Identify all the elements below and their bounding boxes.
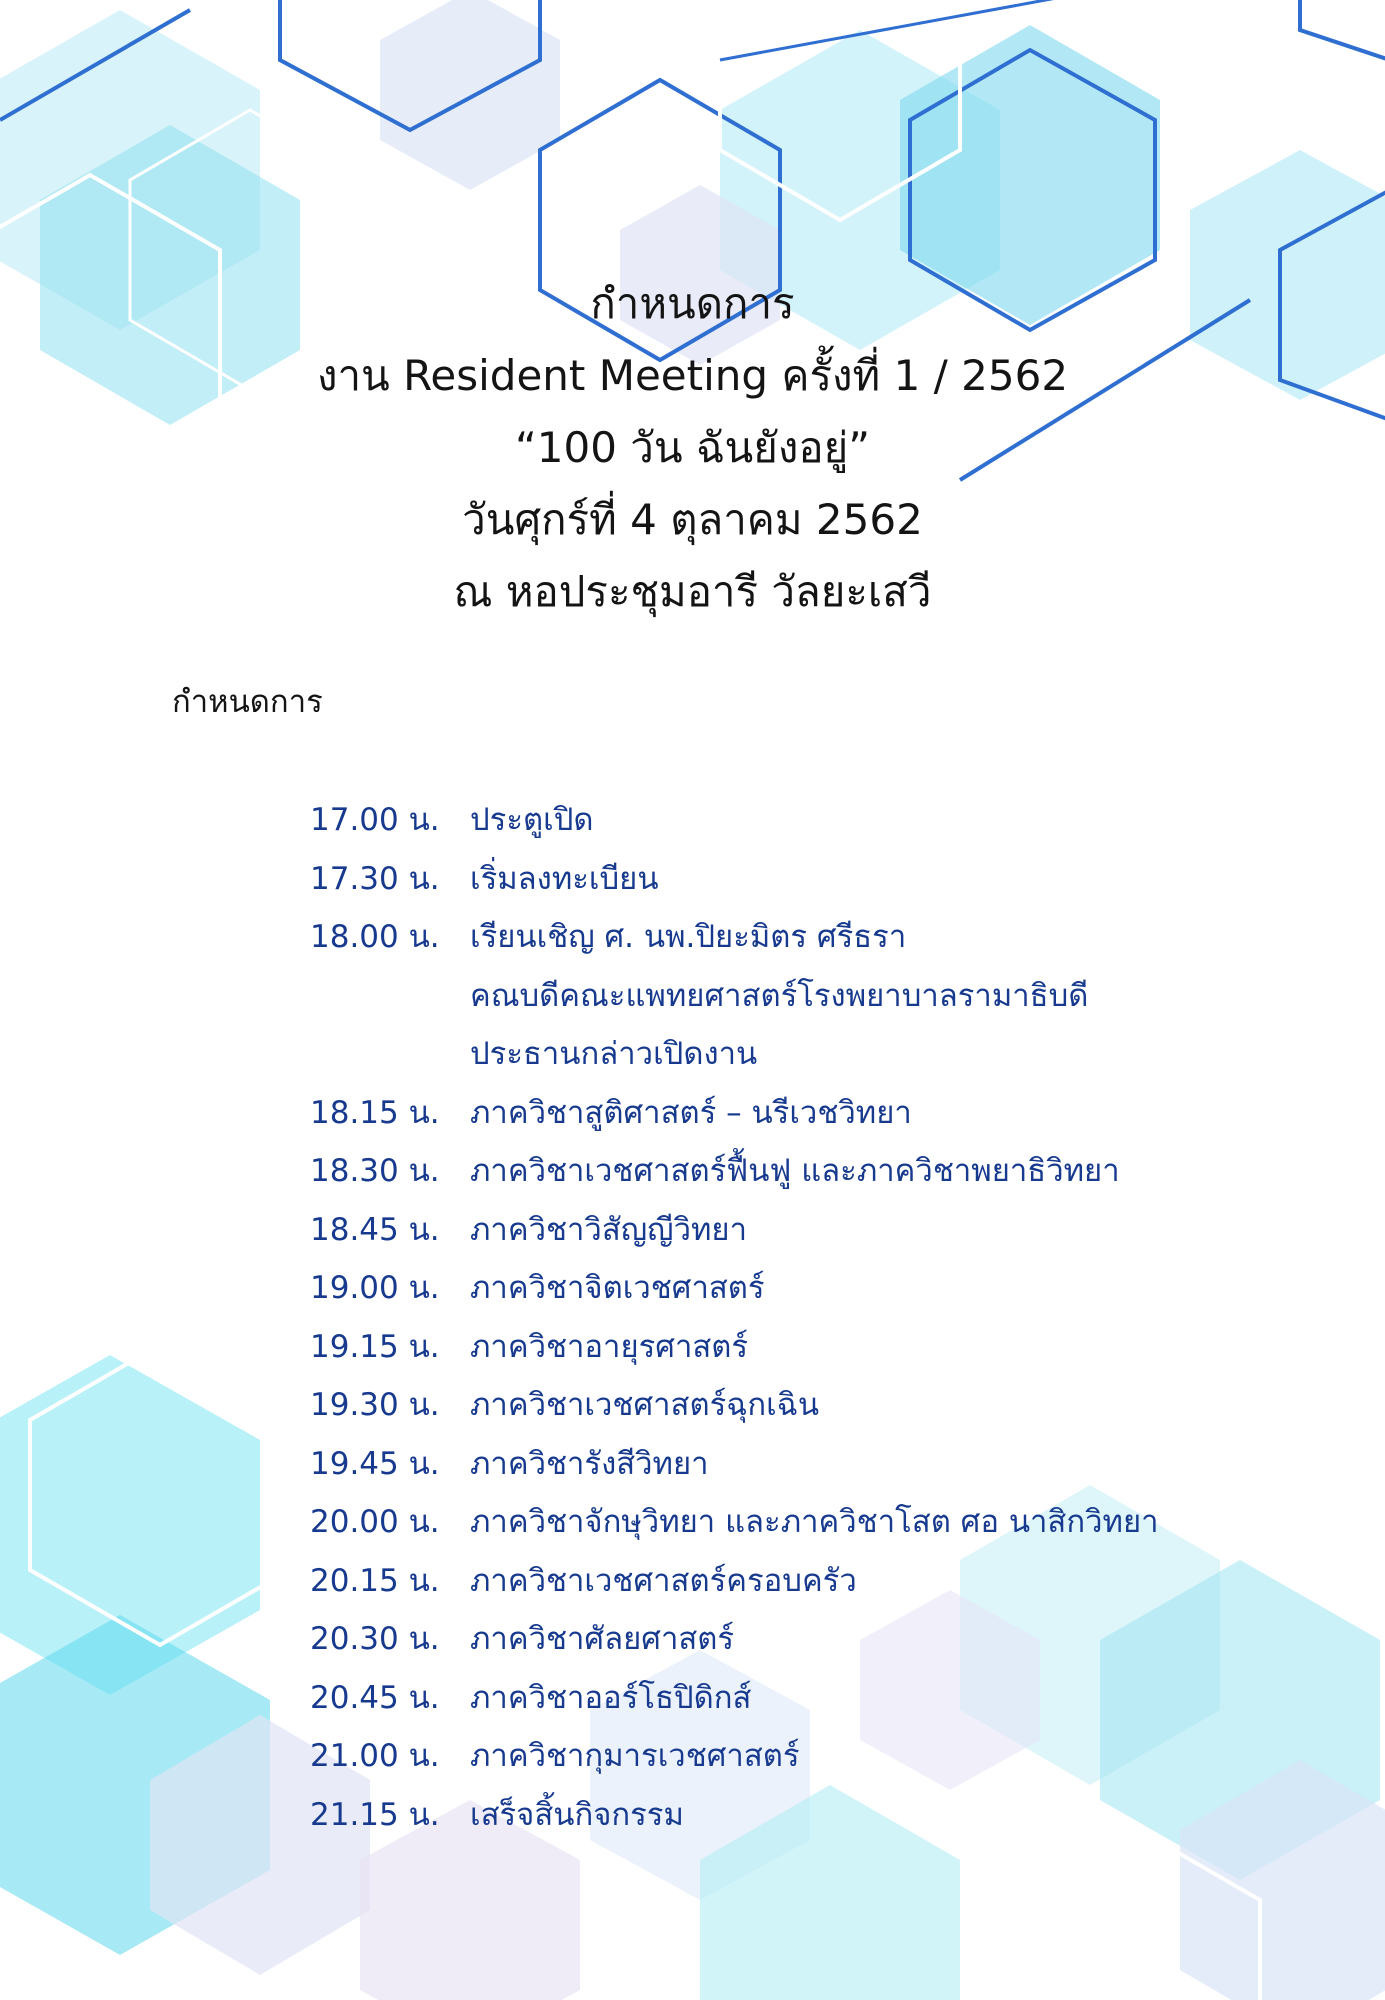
schedule-activity: ภาควิชาวิสัญญีวิทยา bbox=[470, 1211, 748, 1248]
schedule-list bbox=[310, 791, 1310, 1844]
schedule-time: 20.00 น. bbox=[310, 1504, 440, 1540]
title-line-heading: กำหนดการ bbox=[590, 279, 795, 328]
title-line-venue: ณ หอประชุมอารี วัลยะเสวี bbox=[453, 567, 932, 616]
schedule-row bbox=[310, 1610, 1310, 1669]
schedule-activity: เริ่มลงทะเบียน bbox=[470, 860, 659, 897]
schedule-time: 19.30 น. bbox=[310, 1387, 440, 1423]
schedule-activity: ประธานกล่าวเปิดงาน bbox=[470, 1036, 758, 1072]
schedule-time bbox=[310, 1025, 470, 1084]
schedule-row bbox=[310, 1084, 1310, 1143]
schedule-row bbox=[310, 1142, 1310, 1201]
schedule-activity: ภาควิชาอายุรศาสตร์ bbox=[470, 1328, 749, 1365]
schedule-activity: ภาควิชาสูติศาสตร์ – นรีเวชวิทยา bbox=[470, 1094, 912, 1131]
schedule-row bbox=[310, 1318, 1310, 1377]
schedule-activity: ภาควิชาออร์โธปิดิกส์ bbox=[470, 1679, 752, 1716]
schedule-row bbox=[310, 1727, 1310, 1786]
schedule-row bbox=[310, 1669, 1310, 1728]
schedule-activity: ภาควิชาเวชศาสตร์ครอบครัว bbox=[470, 1562, 857, 1599]
schedule-label: กำหนดการ bbox=[172, 684, 323, 720]
schedule-activity: ภาควิชาศัลยศาสตร์ bbox=[470, 1621, 735, 1657]
schedule-activity: คณบดีคณะแพทยศาสตร์โรงพยาบาลรามาธิบดี bbox=[470, 977, 1089, 1014]
schedule-row bbox=[310, 1786, 1310, 1845]
schedule-time bbox=[310, 967, 470, 1026]
schedule-activity: ภาควิชาเวชศาสตร์ฟื้นฟู และภาควิชาพยาธิวิทยา bbox=[470, 1153, 1120, 1189]
title-block bbox=[0, 268, 1385, 628]
schedule-row bbox=[310, 967, 1310, 1026]
schedule-row bbox=[310, 1435, 1310, 1494]
schedule-time: 18.00 น. bbox=[310, 919, 440, 955]
schedule-time: 20.15 น. bbox=[310, 1562, 440, 1599]
schedule-time: 17.30 น. bbox=[310, 860, 440, 897]
schedule-time: 19.45 น. bbox=[310, 1445, 440, 1482]
title-line-event: งาน Resident Meeting ครั้งที่ 1 / 2562 bbox=[316, 351, 1069, 400]
schedule-time: 18.30 น. bbox=[310, 1153, 440, 1189]
schedule-time: 20.45 น. bbox=[310, 1679, 440, 1716]
schedule-row bbox=[310, 1376, 1310, 1435]
schedule-time: 21.00 น. bbox=[310, 1738, 440, 1774]
schedule-time: 19.00 น. bbox=[310, 1270, 440, 1306]
schedule-activity: ภาควิชาเวชศาสตร์ฉุกเฉิน bbox=[470, 1387, 820, 1423]
schedule-row bbox=[310, 1552, 1310, 1611]
schedule-activity: เรียนเชิญ ศ. นพ.ปิยะมิตร ศรีธรา bbox=[470, 919, 907, 955]
schedule-time: 19.15 น. bbox=[310, 1328, 440, 1365]
schedule-activity: ภาควิชาจักษุวิทยา และภาควิชาโสต ศอ นาสิกวิทยา bbox=[470, 1504, 1159, 1540]
schedule-activity: ภาควิชาจิตเวชศาสตร์ bbox=[470, 1270, 765, 1306]
schedule-activity: ประตูเปิด bbox=[470, 802, 594, 838]
title-line-date: วันศุกร์ที่ 4 ตุลาคม 2562 bbox=[462, 495, 923, 544]
schedule-row bbox=[310, 1259, 1310, 1318]
schedule-row bbox=[310, 1025, 1310, 1084]
schedule-time: 18.15 น. bbox=[310, 1094, 440, 1131]
schedule-row bbox=[310, 1201, 1310, 1260]
schedule-time: 21.15 น. bbox=[310, 1796, 440, 1833]
schedule-time: 17.00 น. bbox=[310, 802, 440, 838]
schedule-row bbox=[310, 1493, 1310, 1552]
schedule-time: 20.30 น. bbox=[310, 1621, 440, 1657]
schedule-row bbox=[310, 908, 1310, 967]
title-line-theme: “100 วัน ฉันยังอยู่” bbox=[515, 423, 870, 472]
schedule-row bbox=[310, 791, 1310, 850]
schedule-time: 18.45 น. bbox=[310, 1211, 440, 1248]
schedule-activity: ภาควิชากุมารเวชศาสตร์ bbox=[470, 1738, 800, 1774]
schedule-activity: ภาควิชารังสีวิทยา bbox=[470, 1445, 709, 1482]
schedule-activity: เสร็จสิ้นกิจกรรม bbox=[470, 1796, 684, 1833]
schedule-row bbox=[310, 850, 1310, 909]
